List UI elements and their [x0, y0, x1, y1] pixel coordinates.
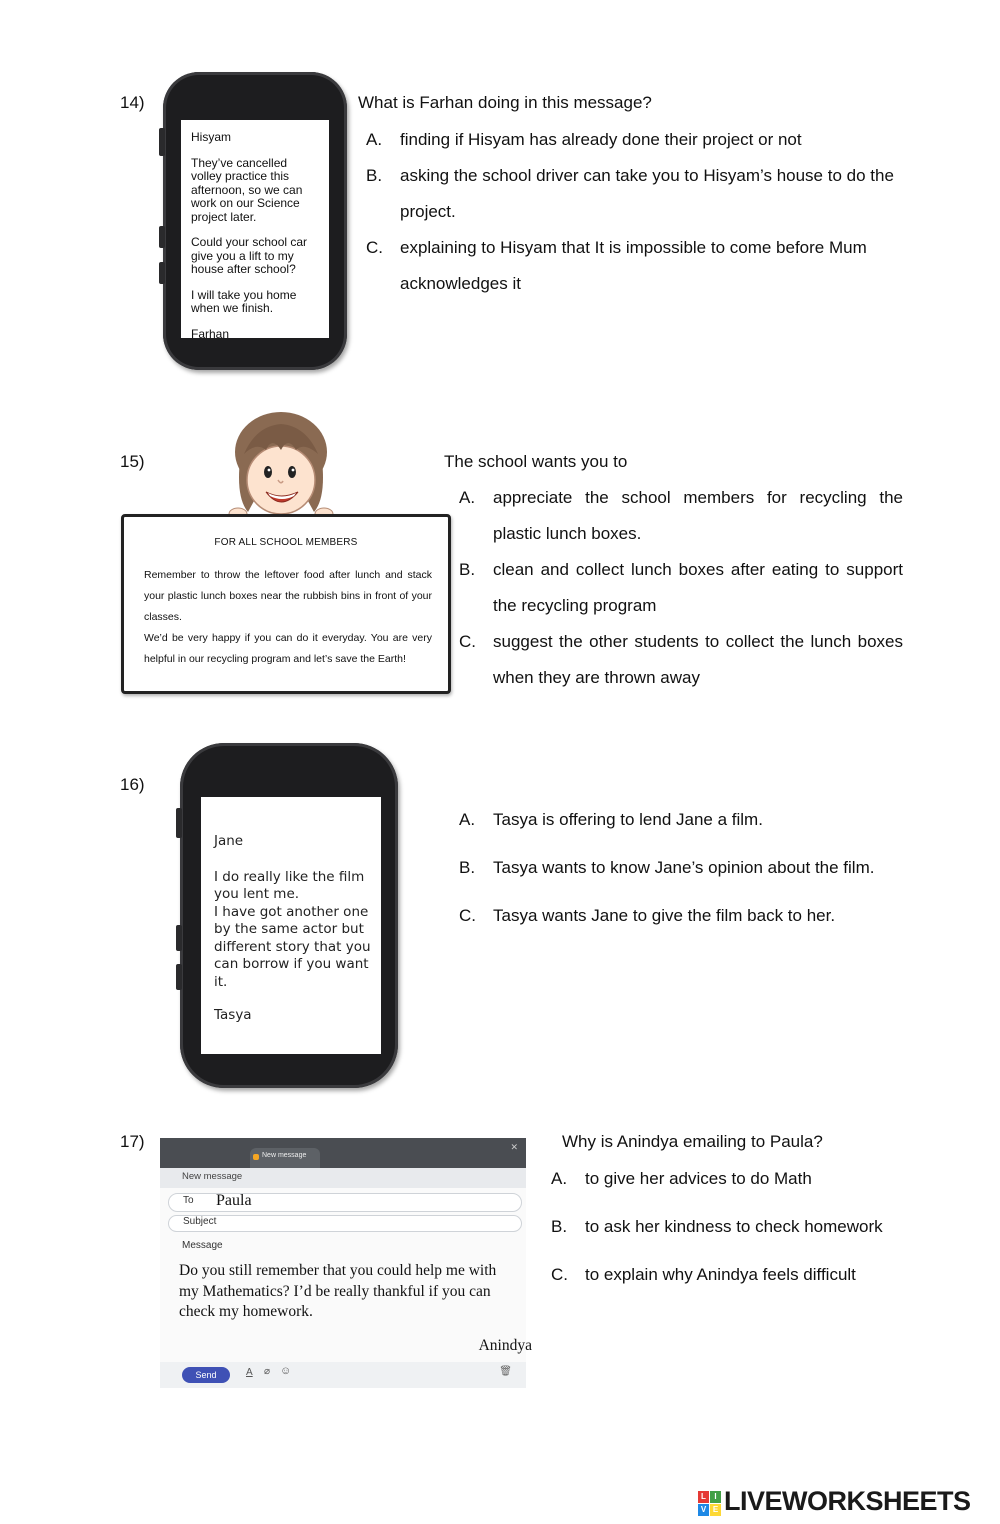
- email-body[interactable]: Do you still remember that you could help me with my Mathematics? I’d be really thankful if you can check my homework.: [179, 1262, 497, 1320]
- email-title-bar: [160, 1138, 526, 1168]
- option-text: explaining to Hisyam that It is impossible to come before Mum acknowledges it: [400, 238, 867, 293]
- option-letter: C.: [459, 632, 476, 651]
- phone-side-button: [159, 226, 165, 248]
- email-header-title: New message: [182, 1171, 243, 1182]
- message-paragraph-2: I have got another one by the same actor but different story that you can borrow if you want it.: [214, 903, 371, 990]
- phone-side-button: [176, 925, 182, 951]
- phone-screen: [181, 120, 329, 341]
- option-letter: C.: [366, 238, 383, 257]
- notice-board: [121, 514, 451, 694]
- option-16-b[interactable]: [459, 850, 939, 886]
- phone-side-button: [176, 964, 182, 990]
- girl-illustration: [226, 410, 336, 522]
- option-text: asking the school driver can take you to Hisyam’s house to do the project.: [400, 166, 894, 221]
- phone-illustration-16: [180, 743, 398, 1088]
- email-toolbar: [160, 1362, 526, 1388]
- option-16-c[interactable]: [459, 898, 939, 934]
- option-letter: A.: [459, 488, 476, 507]
- option-14-c[interactable]: [366, 230, 906, 302]
- option-text: appreciate the school members for recycling the plastic lunch boxes.: [493, 488, 903, 543]
- liveworksheets-logo[interactable]: LIVEWORKSHEETS: [724, 1486, 971, 1516]
- question-text-17: Why is Anindya emailing to Paula?: [562, 1132, 823, 1151]
- phone-illustration-14: [163, 72, 347, 370]
- option-15-a[interactable]: [459, 480, 903, 552]
- trash-icon[interactable]: 🗑: [499, 1366, 512, 1377]
- option-17-c[interactable]: [551, 1257, 951, 1293]
- email-compose-window: [160, 1138, 532, 1388]
- to-label: To: [183, 1195, 194, 1206]
- option-text: Tasya wants to know Jane’s opinion about the film.: [493, 858, 875, 877]
- option-text: to explain why Anindya feels difficult: [585, 1265, 856, 1284]
- question-number-14: 14): [120, 93, 145, 112]
- option-letter: C.: [551, 1265, 568, 1284]
- message-recipient: Hisyam: [191, 130, 232, 144]
- to-value: Paula: [216, 1192, 252, 1209]
- option-text: to give her advices to do Math: [585, 1169, 812, 1188]
- phone-screen: [201, 797, 381, 1054]
- email-tab-title: New message: [262, 1152, 307, 1159]
- liveworksheets-logo-badge: L I V E: [698, 1491, 722, 1517]
- message-paragraph-1: They’ve cancelled volley practice this afternoon, so we can work on our Science project later.: [191, 155, 303, 224]
- attach-icon[interactable]: ⌀: [264, 1366, 271, 1377]
- phone-side-button: [159, 128, 165, 156]
- option-15-c[interactable]: [459, 624, 903, 696]
- email-signature: Anindya: [478, 1337, 532, 1354]
- email-tab-dot: [253, 1154, 259, 1160]
- question-text-14: What is Farhan doing in this message?: [358, 93, 652, 112]
- subject-label: Subject: [183, 1216, 217, 1227]
- option-17-b[interactable]: [551, 1209, 951, 1245]
- notice-title: FOR ALL SCHOOL MEMBERS: [214, 537, 358, 548]
- close-icon[interactable]: ✕: [510, 1142, 518, 1152]
- option-text: Tasya wants Jane to give the film back to her.: [493, 906, 836, 925]
- email-header-strip: [160, 1168, 526, 1188]
- option-14-a[interactable]: [366, 122, 906, 158]
- message-paragraph-3: I will take you home when we finish.: [191, 287, 297, 315]
- subject-field[interactable]: [168, 1215, 522, 1232]
- message-sender: Tasya: [214, 1007, 252, 1023]
- option-letter: A.: [551, 1169, 568, 1188]
- option-letter: B.: [459, 560, 476, 579]
- option-text: finding if Hisyam has already done their project or not: [400, 130, 802, 149]
- option-letter: B.: [459, 858, 476, 877]
- format-text-icon[interactable]: A: [246, 1367, 253, 1378]
- option-text: suggest the other students to collect the lunch boxes when they are thrown away: [493, 632, 903, 687]
- send-button[interactable]: Send: [182, 1367, 230, 1383]
- text-message-16: [214, 833, 372, 1025]
- to-field[interactable]: [168, 1193, 522, 1212]
- notice-paragraph-2: We’d be very happy if you can do it everyday. You are very helpful in our recycling program and let’s save the Earth!: [144, 632, 432, 665]
- message-paragraph-1: I do really like the film you lent me.: [214, 868, 365, 902]
- emoji-icon[interactable]: ☺: [280, 1365, 292, 1377]
- message-sender: Farhan: [191, 326, 230, 341]
- option-letter: A.: [459, 810, 476, 829]
- option-15-b[interactable]: [459, 552, 903, 624]
- message-recipient: Jane: [214, 833, 244, 849]
- phone-side-button: [159, 262, 165, 284]
- option-text: to ask her kindness to check homework: [585, 1217, 883, 1236]
- option-16-a[interactable]: [459, 802, 939, 838]
- option-text: Tasya is offering to lend Jane a film.: [493, 810, 763, 829]
- notice-paragraph-1: Remember to throw the leftover food after lunch and stack your plastic lunch boxes near the rubbish bins in front of your classes.: [144, 569, 432, 623]
- question-number-15: 15): [120, 452, 145, 471]
- option-17-a[interactable]: [551, 1161, 951, 1197]
- message-label: Message: [182, 1240, 223, 1251]
- question-number-17: 17): [120, 1132, 145, 1151]
- phone-side-button: [176, 808, 182, 838]
- message-paragraph-2: Could your school car give you a lift to my house after school?: [191, 235, 308, 276]
- email-tab[interactable]: [250, 1148, 320, 1168]
- question-text-15: The school wants you to: [444, 452, 628, 471]
- question-number-16: 16): [120, 775, 145, 794]
- option-letter: B.: [366, 166, 383, 185]
- option-letter: B.: [551, 1217, 568, 1236]
- option-text: clean and collect lunch boxes after eating to support the recycling program: [493, 560, 903, 615]
- text-message-14: [191, 131, 321, 341]
- option-letter: A.: [366, 130, 383, 149]
- option-14-b[interactable]: [366, 158, 906, 230]
- option-letter: C.: [459, 906, 476, 925]
